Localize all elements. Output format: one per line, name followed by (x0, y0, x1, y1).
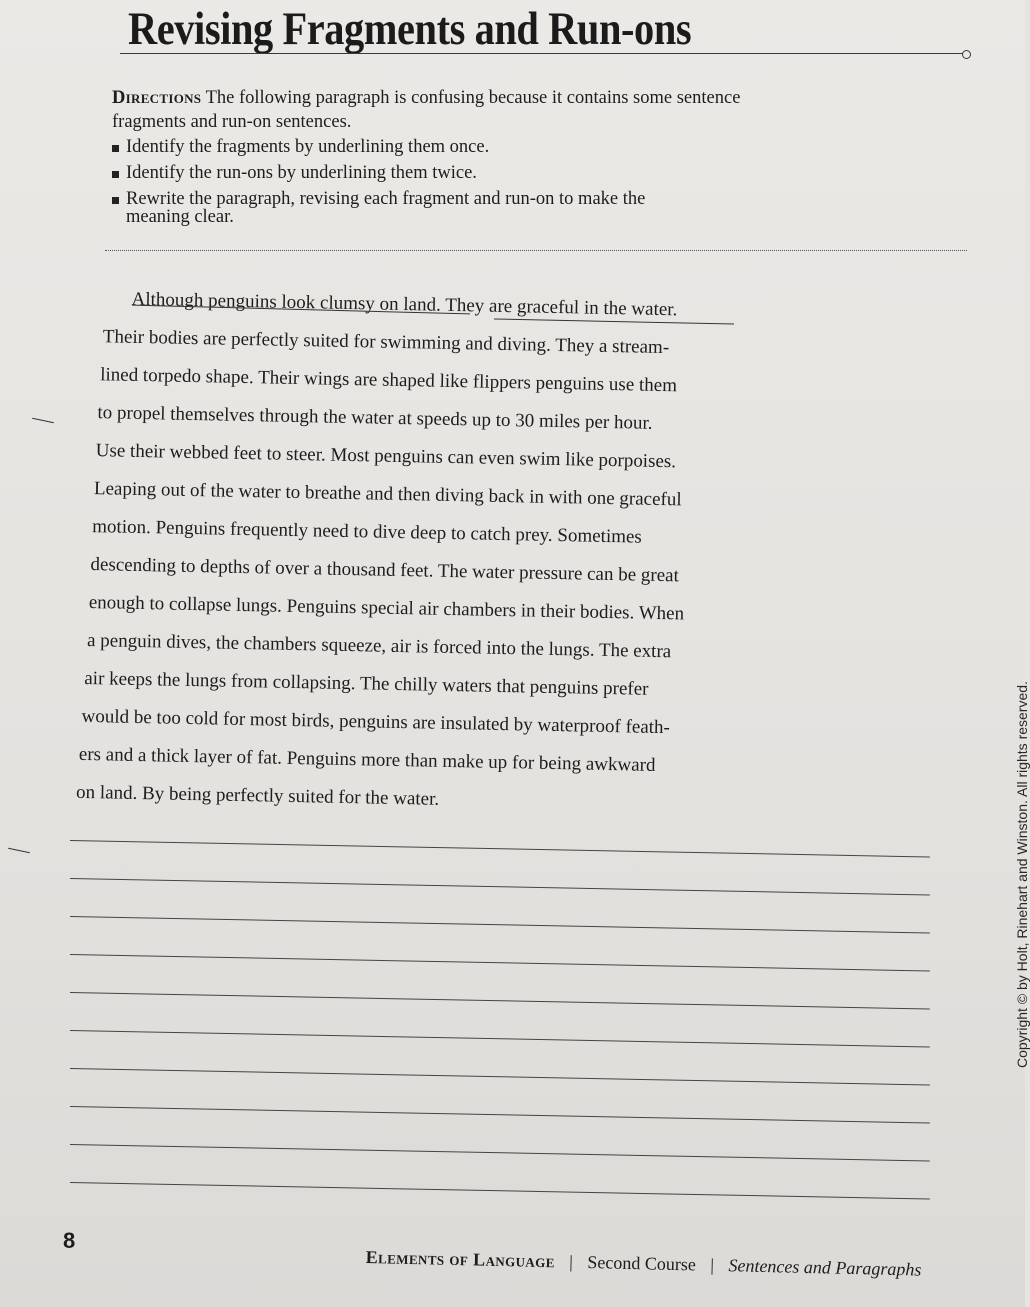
paragraph-line: Use their webbed feet to steer. Most penguins can even swim like porpoises. (95, 440, 677, 473)
answer-line[interactable] (70, 1106, 930, 1124)
footer-course: Second Course (587, 1252, 697, 1275)
paragraph-line: enough to collapse lungs. Penguins special air chambers in their bodies. When (88, 592, 685, 625)
paragraph-line: air keeps the lungs from collapsing. The chilly waters that penguins prefer (84, 667, 649, 700)
footer-book: Sentences and Paragraphs (728, 1255, 922, 1280)
paragraph (75, 280, 780, 825)
section-divider (105, 250, 967, 251)
bullet-item-1: Identify the fragments by underlining them once. (112, 140, 792, 154)
paragraph-line: Leaping out of the water to breathe and then diving back in with one graceful (93, 478, 682, 511)
paragraph-line: motion. Penguins frequently need to dive deep to catch prey. Sometimes (92, 516, 643, 548)
paragraph-line: ers and a thick layer of fat. Penguins more than make up for being awkward (78, 743, 656, 776)
pencil-margin-mark (32, 418, 54, 424)
footer-separator: | (569, 1251, 574, 1272)
page-footer (366, 1247, 922, 1281)
directions (112, 86, 792, 134)
bullet-item-2: Identify the run-ons by underlining them twice. (112, 166, 792, 180)
directions-bullets (112, 137, 792, 227)
title-rule (120, 53, 965, 54)
answer-line[interactable] (70, 916, 930, 934)
answer-line[interactable] (70, 1068, 930, 1086)
footer-brand: Elements of Language (365, 1247, 556, 1272)
answer-line[interactable] (70, 840, 930, 858)
answer-line[interactable] (70, 1030, 930, 1048)
paragraph-line: descending to depths of over a thousand feet. The water pressure can be great (90, 554, 680, 587)
paragraph-line: lined torpedo shape. Their wings are shaped like flippers penguins use them (99, 364, 678, 397)
paragraph-line: to propel themselves through the water at speeds up to 30 miles per hour. (97, 402, 653, 434)
bullet-square-icon (112, 145, 119, 152)
answer-line[interactable] (70, 954, 930, 972)
answer-line[interactable] (70, 992, 930, 1010)
paragraph-line: on land. By being perfectly suited for the water. (75, 781, 440, 810)
paragraph-line: Although penguins look clumsy on land. They are graceful in the water. (131, 288, 678, 321)
paragraph-line: a penguin dives, the chambers squeeze, air is forced into the lungs. The extra (86, 630, 672, 663)
answer-line[interactable] (70, 878, 930, 896)
answer-line[interactable] (70, 1182, 930, 1200)
bullet-square-icon (112, 197, 119, 204)
paragraph-line: Their bodies are perfectly suited for swimming and diving. They a stream- (102, 326, 670, 359)
copyright-notice: Copyright © by Holt, Rinehart and Winston. All rights reserved. (1014, 681, 1030, 1068)
answer-line[interactable] (70, 1144, 930, 1162)
bullet-square-icon (112, 171, 119, 178)
paragraph-line: would be too cold for most birds, penguins are insulated by waterproof feath- (81, 705, 671, 739)
bullet-item-3-cont: meaning clear. (126, 207, 234, 227)
directions-label: Directions (112, 88, 202, 108)
answer-lines (70, 840, 940, 1230)
footer-separator: | (710, 1254, 715, 1275)
directions-text: The following paragraph is confusing because it contains some sentence fragments and run-on sentences. (112, 88, 741, 132)
bullet-item-3: Rewrite the paragraph, revising each fragment and run-on to make the (112, 192, 792, 206)
page-number: 8 (63, 1228, 76, 1253)
pencil-margin-mark (8, 848, 30, 854)
title-rule-end-circle (962, 50, 971, 59)
page-title: Revising Fragments and Run-ons (128, 3, 692, 55)
